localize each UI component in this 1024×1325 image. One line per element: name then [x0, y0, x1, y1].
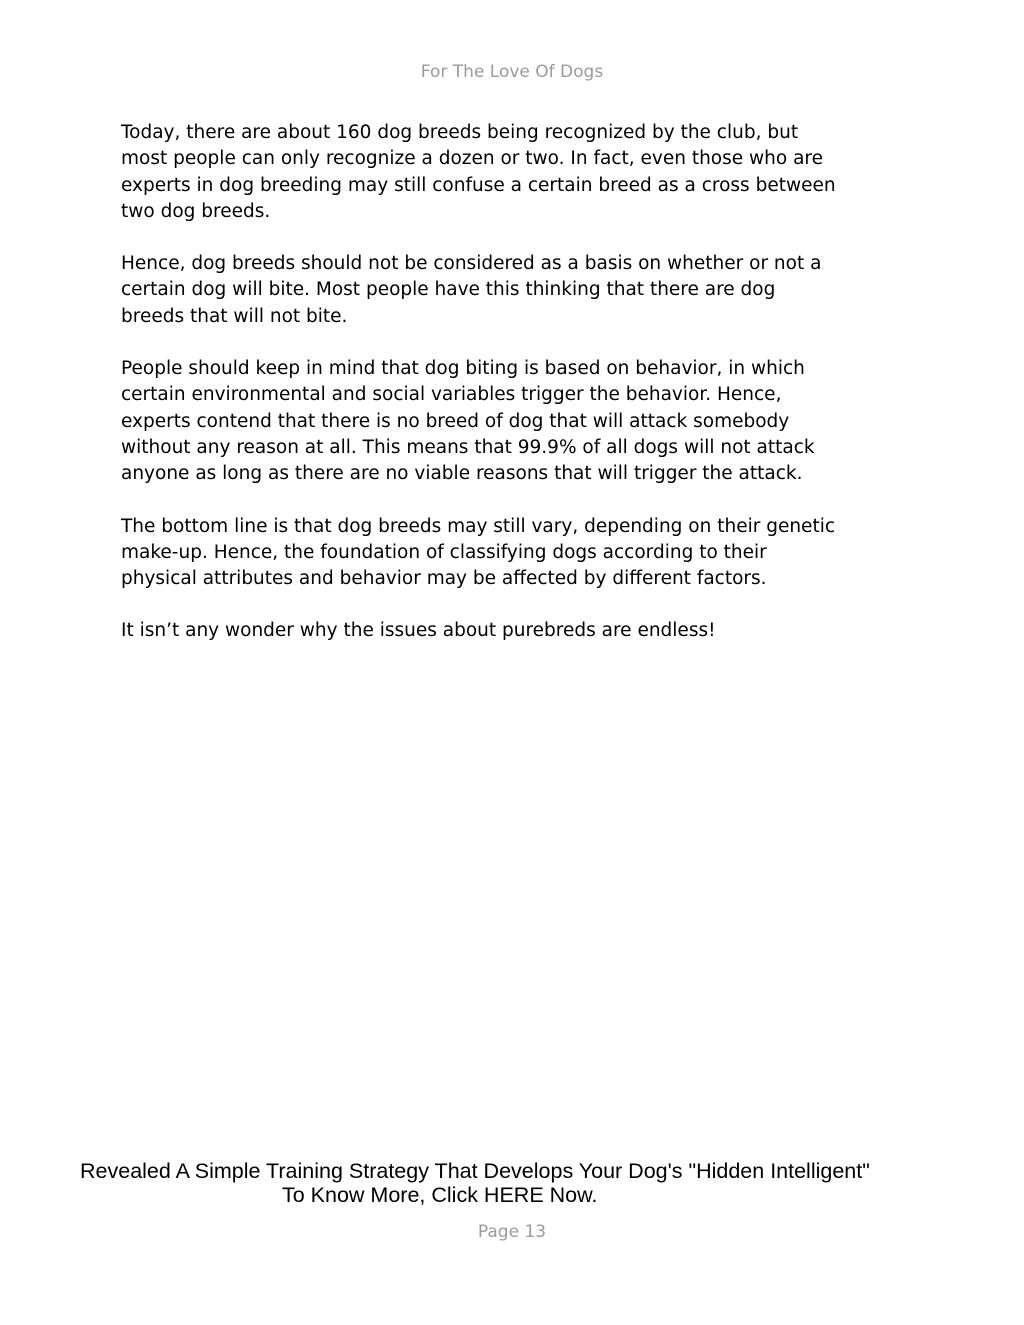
text-line: make-up. Hence, the foundation of classifying dogs according to their	[121, 541, 767, 563]
paragraph	[121, 120, 911, 225]
page-header-title: For The Love Of Dogs	[420, 62, 604, 82]
text-line: Hence, dog breeds should not be considered as a basis on whether or not a	[121, 253, 822, 275]
text-line: without any reason at all. This means that 99.9% of all dogs will not attack	[121, 436, 815, 458]
paragraph	[121, 356, 911, 487]
text-line: most people can only recognize a dozen or two. In fact, even those who are	[121, 148, 823, 170]
paragraph	[121, 514, 911, 593]
text-line: two dog breeds.	[121, 200, 271, 222]
text-line: experts contend that there is no breed of dog that will attack somebody	[121, 410, 790, 432]
text-line: breeds that will not bite.	[121, 305, 348, 327]
text-line: The bottom line is that dog breeds may still vary, depending on their genetic	[121, 515, 836, 537]
text-line: experts in dog breeding may still confuse a certain breed as a cross between	[121, 174, 836, 196]
text-line: Today, there are about 160 dog breeds being recognized by the club, but	[121, 122, 799, 143]
page-number: Page 13	[477, 1222, 547, 1242]
text-line: physical attributes and behavior may be affected by different factors.	[121, 568, 767, 590]
paragraph	[121, 618, 911, 644]
promo-headline: Revealed A Simple Training Strategy That Develops Your Dog's "Hidden Intelligent"	[80, 1159, 870, 1183]
paragraph	[121, 251, 911, 330]
text-line: It isn’t any wonder why the issues about purebreds are endless!	[121, 620, 716, 642]
text-line: People should keep in mind that dog biting is based on behavior, in which	[121, 358, 805, 380]
text-line: certain environmental and social variables trigger the behavior. Hence,	[121, 384, 782, 406]
text-line: certain dog will bite. Most people have this thinking that there are dog	[121, 279, 776, 301]
promo-click-here-link[interactable]: To Know More, Click HERE Now.	[282, 1183, 598, 1207]
text-line: anyone as long as there are no viable reasons that will trigger the attack.	[121, 463, 803, 485]
document-body	[121, 120, 911, 671]
